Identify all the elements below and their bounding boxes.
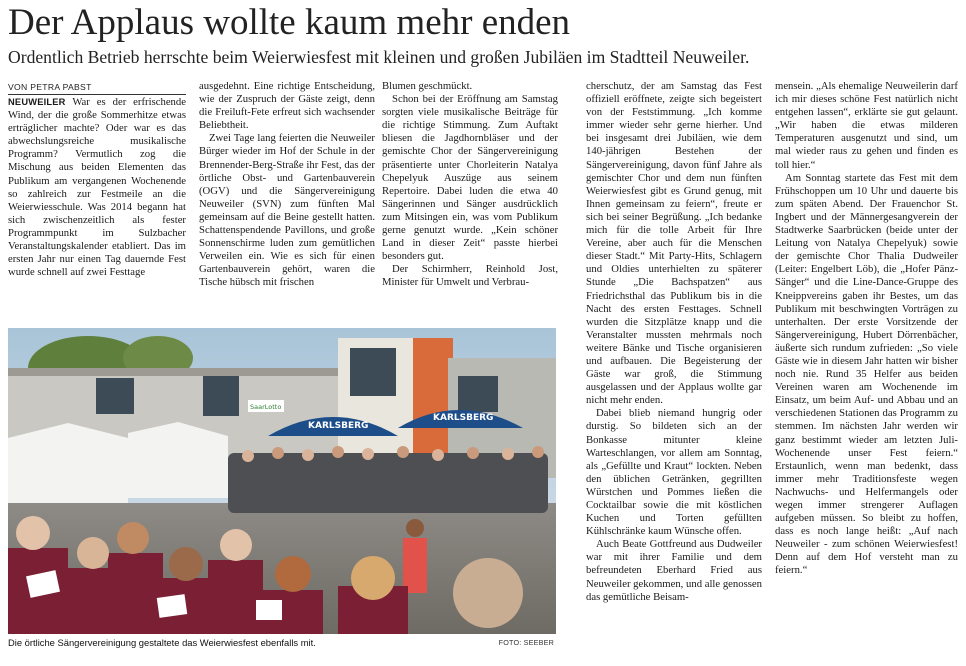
photo-caption: Die örtliche Sängervereinigung gestaltete das Weierwiesfest ebenfalls mit. [8,637,316,648]
article-column-1 [8,96,186,326]
paragraph: Schon bei der Eröffnung am Samstag sorgten viele musikalische Beiträge für die richtige Stimmung. Zum Auftakt bliesen die Jagdhornbläser und der gemischte Chor der Sängervereinigung präsentierte unter Chorleiterin Natalya Chepelyuk Auszüge aus seinem Repertoire. Dabei luden die etwa 40 Sängerinnen und Sänger ausdrücklich zum Mitsingen ein, was vom Publikum gerne genutzt wurde. „Kein schöner Land in dieser Zeit“ passte hierbei besonders gut. [382,93,558,263]
subheadline: Ordentlich Betrieb herrschte beim Weierwiesfest mit kleinen und großen Jubiläen im Stadtteil Neuweiler. [8,47,750,67]
paragraph: ausgedehnt. Eine richtige Entscheidung, wie der Zuspruch der Gäste zeigt, denn die Freiluft-Fete erfreut sich wachsender Beliebtheit. [199,80,375,132]
festival-photo-illustration [8,328,556,634]
article-photo [8,328,556,634]
article-column-3 [382,80,558,326]
banner-sign: SaarLotto [250,403,282,411]
article-column-4 [586,80,762,662]
headline: Der Applaus wollte kaum mehr enden [8,2,571,43]
paragraph: Der Schirmherr, Reinhold Jost, Minister für Umwelt und Verbrau- [382,263,558,289]
paragraph: Zwei Tage lang feierten die Neuweiler Bürger wieder im Hof der Schule in der Brennender-Berg-Straße ihr Fest, das der örtliche Obst- und Gartenbauverein (OGV) und die Sängervereinigung Neuweiler (SVN) zum fünften Mal gemeinsam auf die Beine gestellt hatten. Schattenspendende Pavillons, und große Sonnenschirme luden zum gemütlichen Verweilen ein. Wie es sich für einen Gartenbauverein gehört, waren die Tische hübsch mit frischen [199,132,375,289]
paragraph: mensein. „Als ehemalige Neuweilerin darf ich mir dieses schöne Fest natürlich nicht entgehen lassen“, erklärte sie gut gelaunt. „Wir haben die etwas milderen Temperaturen ausgenutzt und sind, um mal wieder raus zu gehen und finden es toll hier.“ [775,80,958,171]
photo-credit: FOTO: SEEBER [498,638,554,647]
umbrella-sign: KARLSBERG [308,421,369,431]
paragraph: Am Sonntag startete das Fest mit dem Frühschoppen um 10 Uhr und dauerte bis zum späten Abend. Der Frauenchor St. Ingbert und der Männergesangverein der Stadtwerke Saarbrücken (beide unter der Leitung von Natalya Chepelyuk) sowie der gemischte Chor Thalia Dudweiler (Leiter: Engelbert Löb), die „Hofer Pänz-Sänger“ und die Line-Dance-Gruppe des Kneippvereins gaben ihr Bestes, um das Publikum mit beschwingten Vorträgen zu unterhalten. Der erste Vorsitzende der Sängervereinigung, Hubert Dörrenbächer, äußerte sich rundum zufrieden: „So viele Gäste wie in diesem Jahr hatten wir bisher noch nie. Rund 35 Helfer aus beiden Vereinen waren am Wochenende im Einsatz, um beim Auf- und Abbau und an verschiedenen Stationen das Programm zu stemmen. Im nächsten Jahr werden wir ganz bestimmt wieder am letzten Juli-Wochenende unser Fest feiern.“ Erstaunlich, wenn man bedenkt, dass immer mehr Traditionsfeste wegen Nachwuchs- und Helfermangels oder wegen immer strengerer Auflagen aufgeben müssen. So bleibt zu hoffen, dass es noch lange heißt: „Auf nach Neuweiler - zum schönen Weierwiesfest! Denn auf dem Hof versteht man zu feiern.“ [775,171,958,577]
paragraph: Auch Beate Gottfreund aus Dudweiler war mit ihrer Familie und dem befreundeten Eberhard Fried aus Neuweiler gekommen, und alle genossen das gemütliche Beisam- [586,538,762,603]
byline: VON PETRA PABST [8,82,186,95]
paragraph: cherschutz, der am Samstag das Fest offiziell eröffnete, zeigte sich begeistert von der Feststimmung. „Ich komme immer wieder sehr gerne hierher. Und bei insgesamt drei Jubiläen, wie dem 140-jährigen Bestehen der Sängervereinigung, davon fünf Jahre als gemischter Chor und dem nun fünften Weierwiesfest gibt es Grund genug, mit Ihnen gemeinsam zu feiern“, freute er sich bei seiner Begrüßung. „Ich bedanke mich für die tolle Arbeit für Ihre Vereine, aber auch für die Menschen dieser Stadt.“ Mit Party-Hits, Schlagern und Oldies unterhielten zu späterer Stunde „Die Bachspatzen“ aus Friedrichsthal das Publikum bis in die Nacht des ersten Festtages. Schnell wurden die Sitzplätze knapp und die Veranstalter mussten mehrmals noch weitere Bänke und Tische organisieren und aufbauen. Die Begeisterung der Gäste war groß, die Stimmung ausgelassen und der Applaus wollte gar nicht mehr enden. [586,80,762,407]
article-column-5 [775,80,958,662]
paragraph: Blumen geschmückt. [382,80,473,92]
paragraph [8,96,186,279]
paragraph-text: War es der erfrischende Wind, der die große Sommerhitze etwas erträglicher machte? Oder war es das abwechslungsreiche musikalische Programm? Vermutlich zog die Mischung aus beiden Elementen das Publikum am vergangenen Wochenende so zahlreich zur Festmeile an die Weierwiesschule. Was 2014 begann hat sich zwischenzeitlich als fester Programmpunkt im Sulzbacher Veranstaltungskalender etabliert. Das im ersten Jahr nur einen Tag dauernde Fest wurde schnell auf zwei Festtage [8,96,186,279]
photo-caption-bar [8,636,556,650]
dateline: NEUWEILER [8,97,66,107]
article-column-2 [199,80,375,326]
paragraph: Dabei blieb niemand hungrig oder durstig. So bildeten sich an der Bonkasse mitunter kleine Warteschlangen, vor allem am Sonntag, als „Gefüllte und Kraut“ lockten. Neben den üblichen Getränken, gegrillten Würstchen und Pommes ließen die Cocktailbar sowie die mit köstlichen Kuchen und Torten gefüllten Kühlschränke kaum Wünsche offen. [586,407,762,538]
umbrella-sign: KARLSBERG [433,413,494,423]
